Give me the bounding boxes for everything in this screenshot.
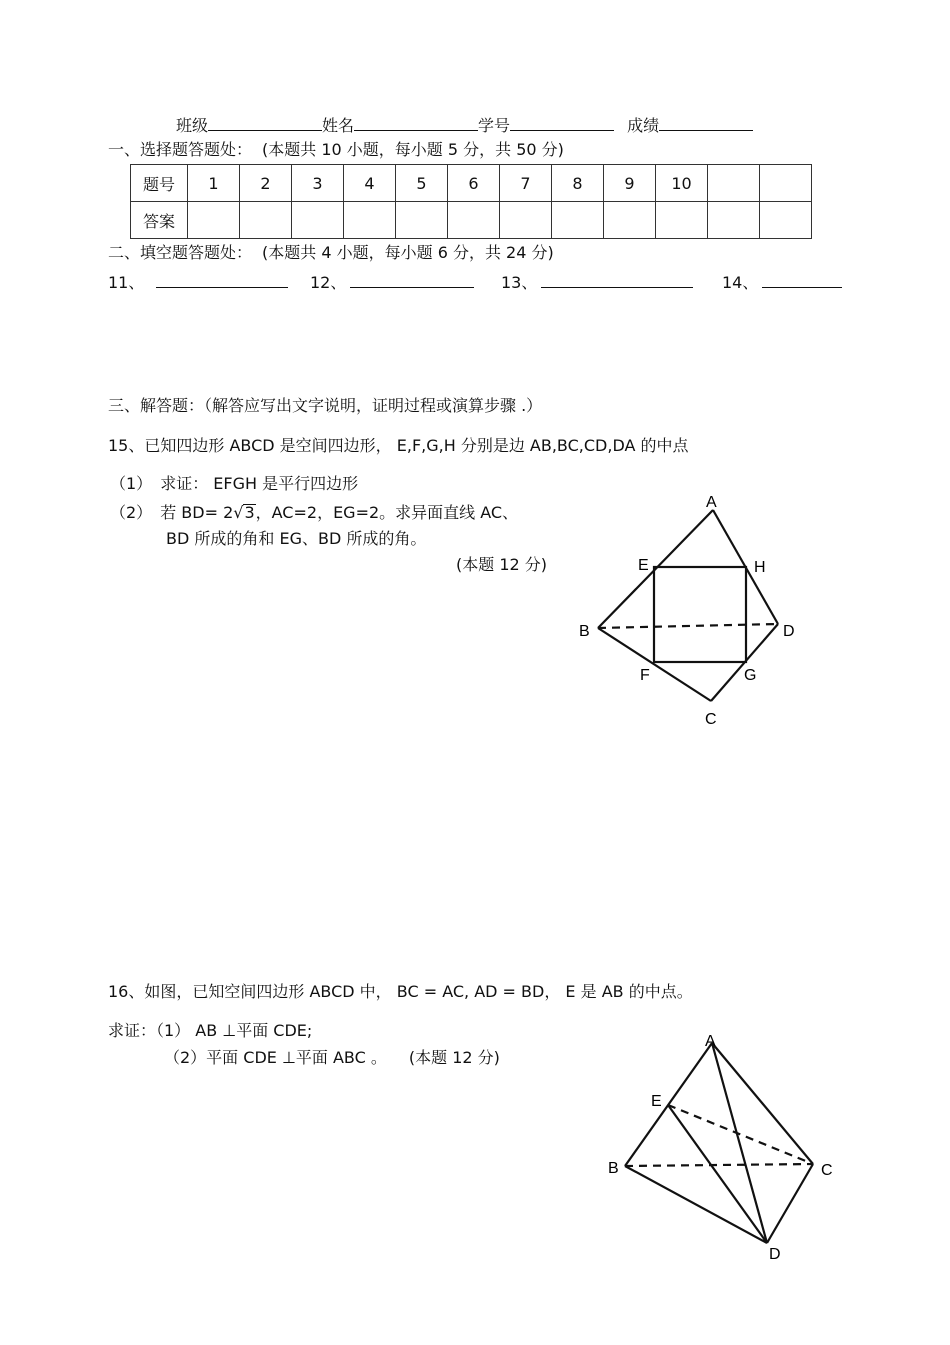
score-label: 成绩 bbox=[627, 116, 660, 135]
sqrt-radicand: 3 bbox=[244, 503, 255, 522]
question-number bbox=[708, 165, 760, 202]
id-field[interactable] bbox=[510, 116, 614, 131]
answer-cell[interactable] bbox=[708, 202, 760, 239]
question-number: 1 bbox=[188, 165, 240, 202]
answer-cell[interactable] bbox=[760, 202, 812, 239]
edge-ed bbox=[668, 1105, 767, 1243]
blank-label: 14、 bbox=[722, 273, 759, 292]
part2-pre: 若 BD= 2 bbox=[160, 503, 234, 522]
row-header-number: 题号 bbox=[131, 165, 188, 202]
question-number: 5 bbox=[396, 165, 448, 202]
label-d: D bbox=[783, 623, 795, 640]
label-c: C bbox=[705, 711, 717, 728]
question-number: 8 bbox=[552, 165, 604, 202]
part-number: （2） bbox=[110, 503, 153, 522]
q16-stem: 16、如图，已知空间四边形 ABCD 中， BC = AC, AD = BD， E 是 AB 的中点。 bbox=[108, 982, 693, 1001]
label-e: E bbox=[651, 1093, 662, 1110]
sqrt-sign: √ bbox=[233, 503, 244, 522]
section1-note: (本题共 10 小题，每小题 5 分，共 50 分) bbox=[262, 140, 564, 159]
q16-part2 bbox=[164, 1050, 500, 1066]
answer-cell[interactable] bbox=[188, 202, 240, 239]
q16-prove: 求证：（1） AB ⊥平面 CDE; bbox=[108, 1021, 313, 1040]
answer-cell[interactable] bbox=[656, 202, 708, 239]
section2-title: 二、填空题答题处： bbox=[108, 243, 253, 262]
edge-cd bbox=[767, 1164, 813, 1243]
label-e: E bbox=[638, 557, 649, 574]
class-field[interactable] bbox=[208, 116, 322, 131]
row-header-answer: 答案 bbox=[131, 202, 188, 239]
label-b: B bbox=[579, 623, 590, 640]
section2-note: (本题共 4 小题，每小题 6 分，共 24 分) bbox=[262, 243, 554, 262]
answer-cell[interactable] bbox=[292, 202, 344, 239]
edge-bd-dashed bbox=[598, 624, 778, 628]
question-number: 2 bbox=[240, 165, 292, 202]
class-label: 班级 bbox=[176, 116, 209, 135]
label-g: G bbox=[744, 667, 757, 684]
label-f: F bbox=[640, 667, 650, 684]
part-number: （1） bbox=[110, 474, 153, 493]
blank-11 bbox=[108, 273, 288, 291]
edge-ab bbox=[598, 510, 713, 628]
edge-bc-dashed bbox=[625, 1164, 813, 1166]
question-number bbox=[760, 165, 812, 202]
table-row bbox=[131, 165, 812, 202]
q15-part2 bbox=[110, 504, 518, 521]
section1-heading bbox=[108, 142, 564, 158]
blank-label: 11、 bbox=[108, 273, 145, 292]
label-a: A bbox=[705, 1033, 716, 1050]
name-field[interactable] bbox=[354, 116, 478, 131]
answer-cell[interactable] bbox=[604, 202, 656, 239]
blank-13 bbox=[501, 273, 693, 291]
question-number: 9 bbox=[604, 165, 656, 202]
q15-points: (本题 12 分) bbox=[456, 555, 548, 574]
student-info-header bbox=[176, 116, 753, 134]
question-number: 3 bbox=[292, 165, 344, 202]
label-c: C bbox=[821, 1162, 833, 1179]
answer-cell[interactable] bbox=[396, 202, 448, 239]
question-number: 6 bbox=[448, 165, 500, 202]
question-number: 4 bbox=[344, 165, 396, 202]
blank-12 bbox=[310, 273, 474, 291]
blank-label: 12、 bbox=[310, 273, 347, 292]
part-text: （2）平面 CDE ⊥平面 ABC 。 bbox=[164, 1048, 387, 1067]
blank-field[interactable] bbox=[762, 273, 842, 288]
edge-bd bbox=[625, 1166, 767, 1243]
section3-title: 三、解答题：（解答应写出文字说明，证明过程或演算步骤 .） bbox=[108, 396, 543, 415]
answer-cell[interactable] bbox=[240, 202, 292, 239]
part-text: 求证： EFGH 是平行四边形 bbox=[160, 474, 359, 493]
section2-heading bbox=[108, 245, 554, 261]
answer-cell[interactable] bbox=[344, 202, 396, 239]
label-h: H bbox=[754, 559, 766, 576]
edge-ac bbox=[712, 1043, 813, 1164]
parallelogram-efgh bbox=[654, 567, 746, 662]
part2-post: ，AC=2，EG=2。求异面直线 AC、 bbox=[255, 503, 519, 522]
q16-figure bbox=[595, 1025, 845, 1270]
section1-title: 一、选择题答题处： bbox=[108, 140, 253, 159]
answer-cell[interactable] bbox=[552, 202, 604, 239]
table-row bbox=[131, 202, 812, 239]
blank-field[interactable] bbox=[541, 273, 693, 288]
label-d: D bbox=[769, 1246, 781, 1263]
question-number: 10 bbox=[656, 165, 708, 202]
q15-figure bbox=[570, 485, 810, 735]
answer-table bbox=[130, 164, 812, 239]
answer-cell[interactable] bbox=[448, 202, 500, 239]
q15-stem: 15、已知四边形 ABCD 是空间四边形， E,F,G,H 分别是边 AB,BC,CD,DA 的中点 bbox=[108, 436, 689, 455]
answer-cell[interactable] bbox=[500, 202, 552, 239]
q15-part1 bbox=[110, 476, 358, 492]
score-field[interactable] bbox=[659, 116, 753, 131]
id-label: 学号 bbox=[478, 116, 511, 135]
blank-field[interactable] bbox=[350, 273, 474, 288]
label-b: B bbox=[608, 1160, 619, 1177]
blank-14 bbox=[722, 273, 842, 291]
blank-label: 13、 bbox=[501, 273, 538, 292]
q16-points: (本题 12 分) bbox=[408, 1048, 500, 1067]
question-number: 7 bbox=[500, 165, 552, 202]
blank-field[interactable] bbox=[156, 273, 288, 288]
q15-part2-line2: BD 所成的角和 EG、BD 所成的角。 bbox=[166, 529, 427, 548]
name-label: 姓名 bbox=[322, 116, 355, 135]
label-a: A bbox=[706, 494, 717, 511]
